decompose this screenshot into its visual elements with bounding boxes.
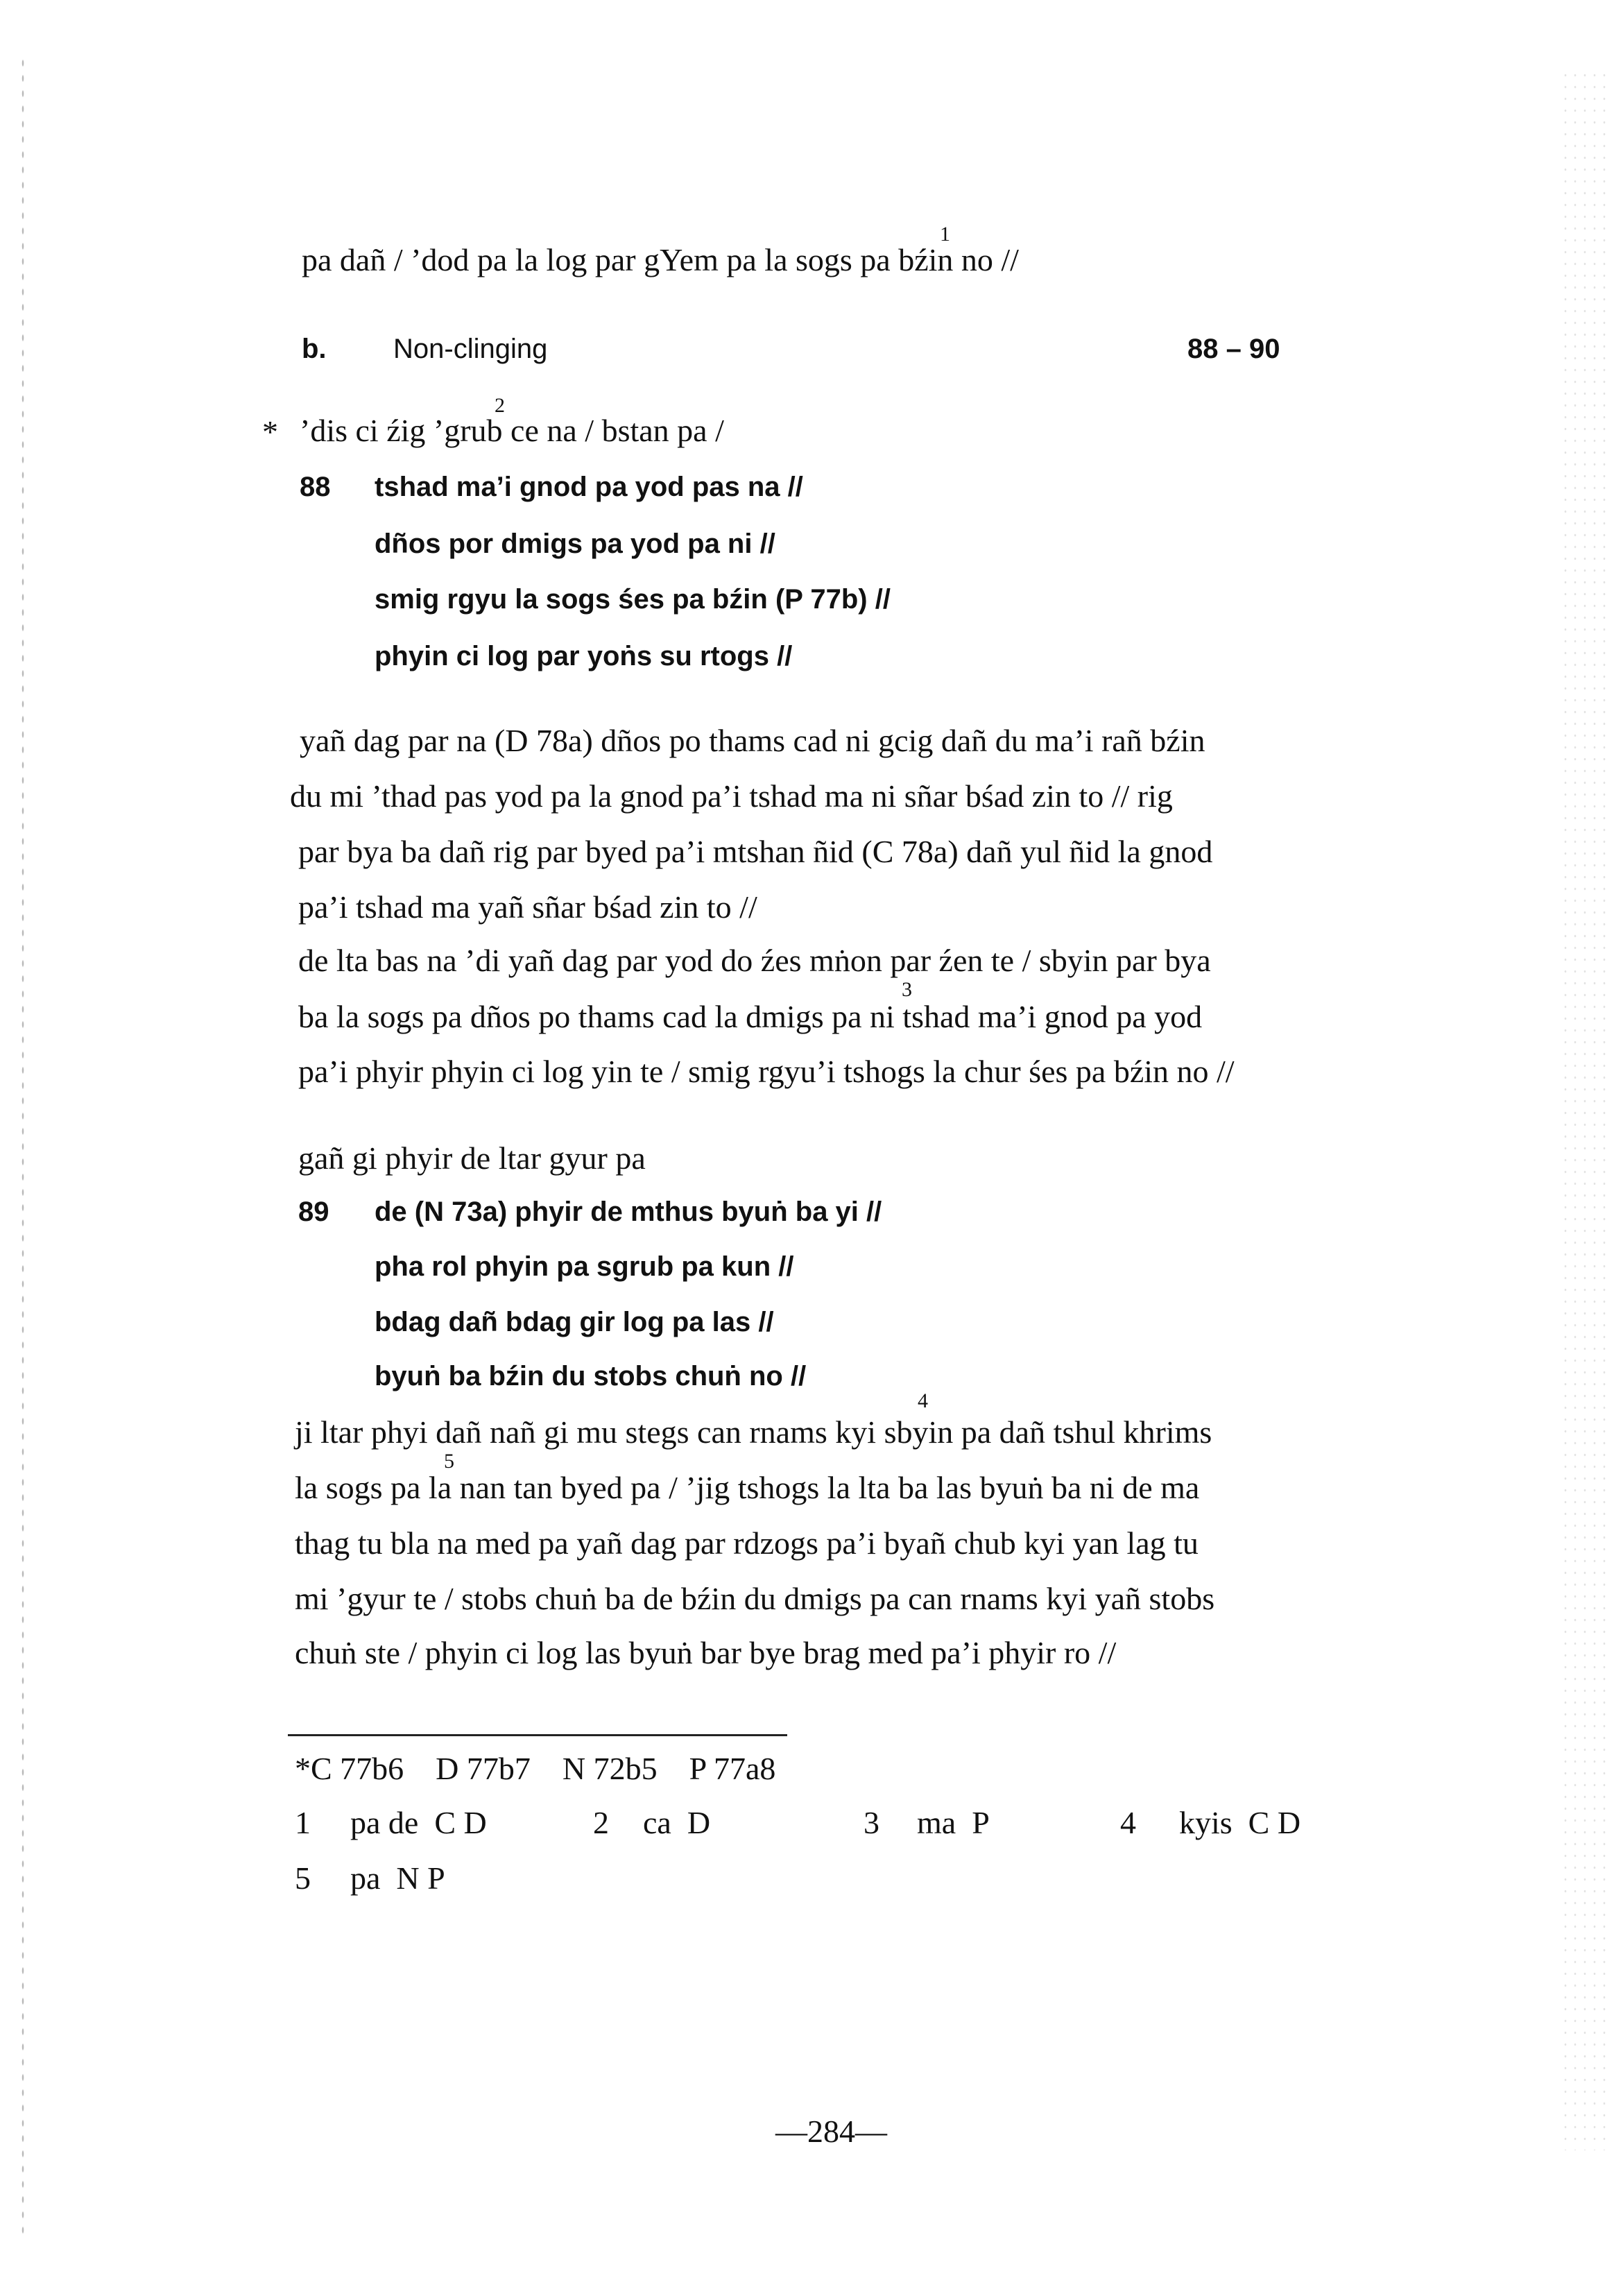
- scan-edge-right: [1561, 69, 1609, 2150]
- footnote-2-number: 2: [593, 1805, 609, 1840]
- verse-88-line-2: dños por dmigs pa yod pa ni //: [375, 529, 775, 559]
- verse-88-line-4: phyin ci log par yoṅs su rtogs //: [375, 641, 793, 671]
- prose1-line-2: du mi ’thad pas yod pa la gnod pa’i tshad ma ni sñar bśad zin to // rig: [290, 778, 1173, 814]
- verse-number-89: 89: [298, 1197, 329, 1227]
- prose2-line-2: la sogs pa la nan tan byed pa / ’jig tshogs la lta ba las byuṅ ba ni de ma: [295, 1470, 1200, 1505]
- footnote-marker-3: 3: [902, 978, 912, 1001]
- footnote-4-text: kyis C D: [1179, 1805, 1301, 1840]
- intro-line: ’dis ci źig ’grub ce na / bstan pa /: [300, 413, 724, 448]
- verse-88-line-1: tshad ma’i gnod pa yod pas na //: [375, 472, 803, 502]
- verse-89-line-2: pha rol phyin pa sgrub pa kun //: [375, 1251, 794, 1282]
- footnote-5-text: pa N P: [350, 1860, 445, 1896]
- footnote-marker-5: 5: [444, 1450, 454, 1473]
- scan-edge-left: [21, 55, 25, 2241]
- prose1-line-3: par bya ba dañ rig par byed pa’i mtshan ñid (C 78a) dañ yul ñid la gnod: [298, 834, 1213, 869]
- prose1-line-7: pa’i phyir phyin ci log yin te / smig rgyu’i tshogs la chur śes pa bźin no //: [298, 1054, 1235, 1089]
- verse-89-line-3: bdag dañ bdag gir log pa las //: [375, 1307, 774, 1337]
- prose1-line-5: de lta bas na ’di yañ dag par yod do źes mṅon par źen te / sbyin par bya: [298, 943, 1211, 978]
- top-line: pa dañ / ’dod pa la log par gYem pa la sogs pa bźin no //: [302, 242, 1019, 277]
- footnote-divider: [288, 1734, 787, 1736]
- prose2-line-4: mi ’gyur te / stobs chuṅ ba de bźin du dmigs pa can rnams kyi yañ stobs: [295, 1581, 1215, 1616]
- footnote-1-text: pa de C D: [350, 1805, 487, 1840]
- footnote-3-number: 3: [864, 1805, 879, 1840]
- section-title: Non-clinging: [393, 334, 548, 364]
- footnote-3-text: ma P: [917, 1805, 990, 1840]
- page-number: —284—: [775, 2114, 887, 2149]
- verse-89-line-4: byuṅ ba bźin du stobs chuṅ no //: [375, 1361, 807, 1391]
- prose2-line-5: chuṅ ste / phyin ci log las byuṅ bar bye brag med pa’i phyir ro //: [295, 1635, 1117, 1670]
- verse-number-88: 88: [300, 472, 331, 502]
- prose2-line-1: ji ltar phyi dañ nañ gi mu stegs can rnams kyi sbyin pa dañ tshul khrims: [295, 1414, 1212, 1450]
- footnote-2-text: ca D: [643, 1805, 711, 1840]
- footnote-4-number: 4: [1120, 1805, 1136, 1840]
- verse-89-lead: gañ gi phyir de ltar gyur pa: [298, 1140, 646, 1176]
- prose2-line-3: thag tu bla na med pa yañ dag par rdzogs pa’i byañ chub kyi yan lag tu: [295, 1525, 1199, 1561]
- footnote-5-number: 5: [295, 1860, 311, 1896]
- section-letter: b.: [302, 334, 327, 364]
- footnote-marker-2: 2: [495, 394, 505, 417]
- footnote-1-number: 1: [295, 1805, 311, 1840]
- section-range: 88 – 90: [1187, 334, 1280, 364]
- source-star: *: [262, 414, 278, 449]
- verse-88-line-3: smig rgyu la sogs śes pa bźin (P 77b) //: [375, 584, 891, 615]
- prose1-line-4: pa’i tshad ma yañ sñar bśad zin to //: [298, 889, 757, 925]
- footnote-marker-1: 1: [940, 223, 950, 246]
- prose1-line-6: ba la sogs pa dños po thams cad la dmigs pa ni tshad ma’i gnod pa yod: [298, 999, 1203, 1034]
- footnote-sources: *C 77b6 D 77b7 N 72b5 P 77a8: [295, 1751, 776, 1786]
- verse-89-line-1: de (N 73a) phyir de mthus byuṅ ba yi //: [375, 1197, 882, 1227]
- footnote-marker-4: 4: [918, 1389, 928, 1412]
- prose1-line-1: yañ dag par na (D 78a) dños po thams cad ni gcig dañ du ma’i rañ bźin: [300, 723, 1205, 758]
